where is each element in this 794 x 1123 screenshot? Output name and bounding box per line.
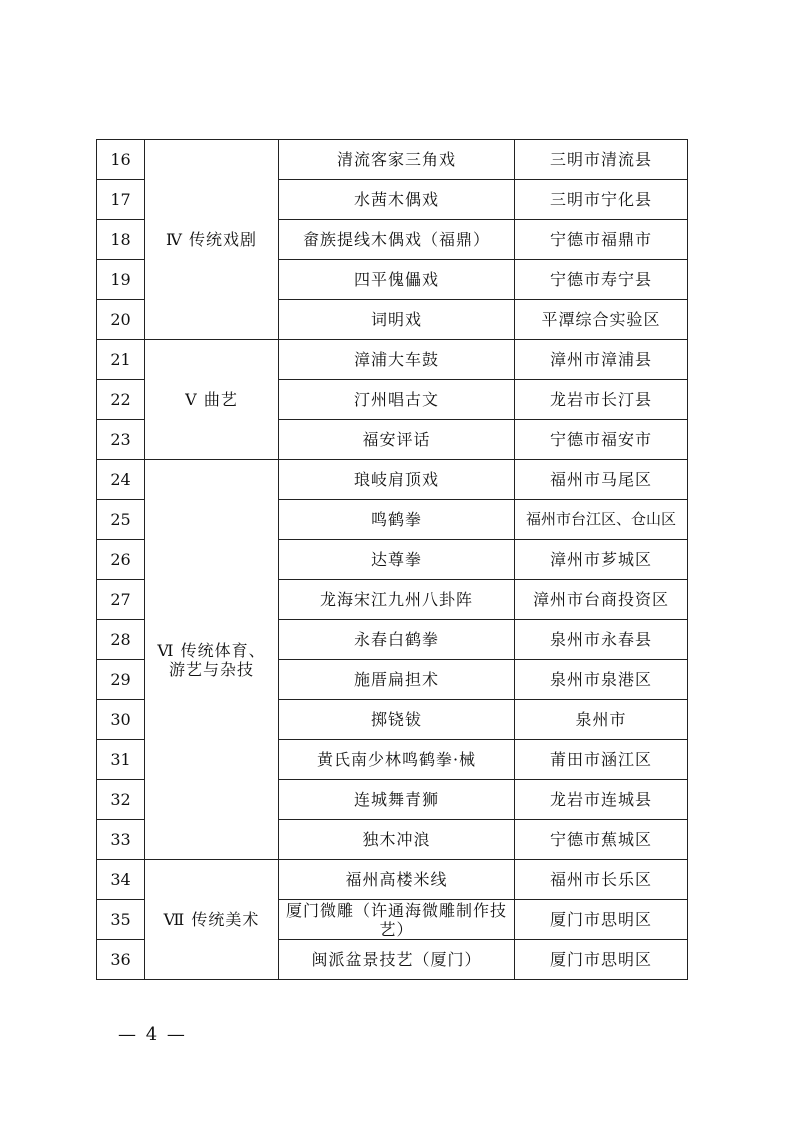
heritage-list-table bbox=[96, 139, 688, 980]
item-name: 龙海宋江九州八卦阵 bbox=[279, 580, 515, 620]
row-number: 34 bbox=[97, 860, 145, 900]
row-number: 18 bbox=[97, 220, 145, 260]
row-number: 28 bbox=[97, 620, 145, 660]
item-location: 宁德市寿宁县 bbox=[515, 260, 688, 300]
item-name: 鸣鹤拳 bbox=[279, 500, 515, 540]
item-location: 福州市马尾区 bbox=[515, 460, 688, 500]
item-name: 词明戏 bbox=[279, 300, 515, 340]
row-number: 32 bbox=[97, 780, 145, 820]
item-location: 莆田市涵江区 bbox=[515, 740, 688, 780]
row-number: 25 bbox=[97, 500, 145, 540]
item-name: 独木冲浪 bbox=[279, 820, 515, 860]
row-number: 22 bbox=[97, 380, 145, 420]
row-number: 24 bbox=[97, 460, 145, 500]
row-number: 20 bbox=[97, 300, 145, 340]
row-number: 16 bbox=[97, 140, 145, 180]
item-name: 连城舞青狮 bbox=[279, 780, 515, 820]
item-name: 琅岐肩顶戏 bbox=[279, 460, 515, 500]
row-number: 29 bbox=[97, 660, 145, 700]
item-location: 平潭综合实验区 bbox=[515, 300, 688, 340]
item-name: 达尊拳 bbox=[279, 540, 515, 580]
table-row bbox=[97, 140, 688, 180]
row-number: 19 bbox=[97, 260, 145, 300]
item-location: 漳州市台商投资区 bbox=[515, 580, 688, 620]
item-name: 福安评话 bbox=[279, 420, 515, 460]
category-cell: Ⅵ 传统体育、游艺与杂技 bbox=[145, 460, 279, 860]
item-name: 永春白鹤拳 bbox=[279, 620, 515, 660]
row-number: 26 bbox=[97, 540, 145, 580]
category-cell: Ⅶ 传统美术 bbox=[145, 860, 279, 980]
table-row bbox=[97, 460, 688, 500]
item-location: 龙岩市连城县 bbox=[515, 780, 688, 820]
row-number: 21 bbox=[97, 340, 145, 380]
item-name: 施厝扁担术 bbox=[279, 660, 515, 700]
row-number: 30 bbox=[97, 700, 145, 740]
item-location: 泉州市 bbox=[515, 700, 688, 740]
item-name: 清流客家三角戏 bbox=[279, 140, 515, 180]
page-number: — 4 — bbox=[118, 1024, 187, 1045]
item-location: 宁德市福安市 bbox=[515, 420, 688, 460]
item-location: 宁德市蕉城区 bbox=[515, 820, 688, 860]
item-name: 福州高楼米线 bbox=[279, 860, 515, 900]
item-name: 四平傀儡戏 bbox=[279, 260, 515, 300]
item-location: 厦门市思明区 bbox=[515, 940, 688, 980]
table-row bbox=[97, 860, 688, 900]
category-cell: Ⅴ 曲艺 bbox=[145, 340, 279, 460]
item-name: 掷铙钹 bbox=[279, 700, 515, 740]
item-location: 漳州市芗城区 bbox=[515, 540, 688, 580]
item-location: 泉州市泉港区 bbox=[515, 660, 688, 700]
item-name: 厦门微雕（许通海微雕制作技艺） bbox=[279, 900, 515, 940]
row-number: 23 bbox=[97, 420, 145, 460]
row-number: 17 bbox=[97, 180, 145, 220]
item-location: 漳州市漳浦县 bbox=[515, 340, 688, 380]
row-number: 27 bbox=[97, 580, 145, 620]
item-name: 汀州唱古文 bbox=[279, 380, 515, 420]
row-number: 35 bbox=[97, 900, 145, 940]
item-location: 福州市长乐区 bbox=[515, 860, 688, 900]
item-location: 宁德市福鼎市 bbox=[515, 220, 688, 260]
category-cell: Ⅳ 传统戏剧 bbox=[145, 140, 279, 340]
item-name: 水茜木偶戏 bbox=[279, 180, 515, 220]
item-name: 闽派盆景技艺（厦门） bbox=[279, 940, 515, 980]
row-number: 31 bbox=[97, 740, 145, 780]
item-name: 畲族提线木偶戏（福鼎） bbox=[279, 220, 515, 260]
item-name: 黄氏南少林鸣鹤拳·械 bbox=[279, 740, 515, 780]
item-location: 泉州市永春县 bbox=[515, 620, 688, 660]
row-number: 36 bbox=[97, 940, 145, 980]
item-location: 三明市宁化县 bbox=[515, 180, 688, 220]
table-row bbox=[97, 340, 688, 380]
item-name: 漳浦大车鼓 bbox=[279, 340, 515, 380]
item-location: 福州市台江区、仓山区 bbox=[515, 500, 688, 540]
item-location: 厦门市思明区 bbox=[515, 900, 688, 940]
row-number: 33 bbox=[97, 820, 145, 860]
item-location: 龙岩市长汀县 bbox=[515, 380, 688, 420]
item-location: 三明市清流县 bbox=[515, 140, 688, 180]
